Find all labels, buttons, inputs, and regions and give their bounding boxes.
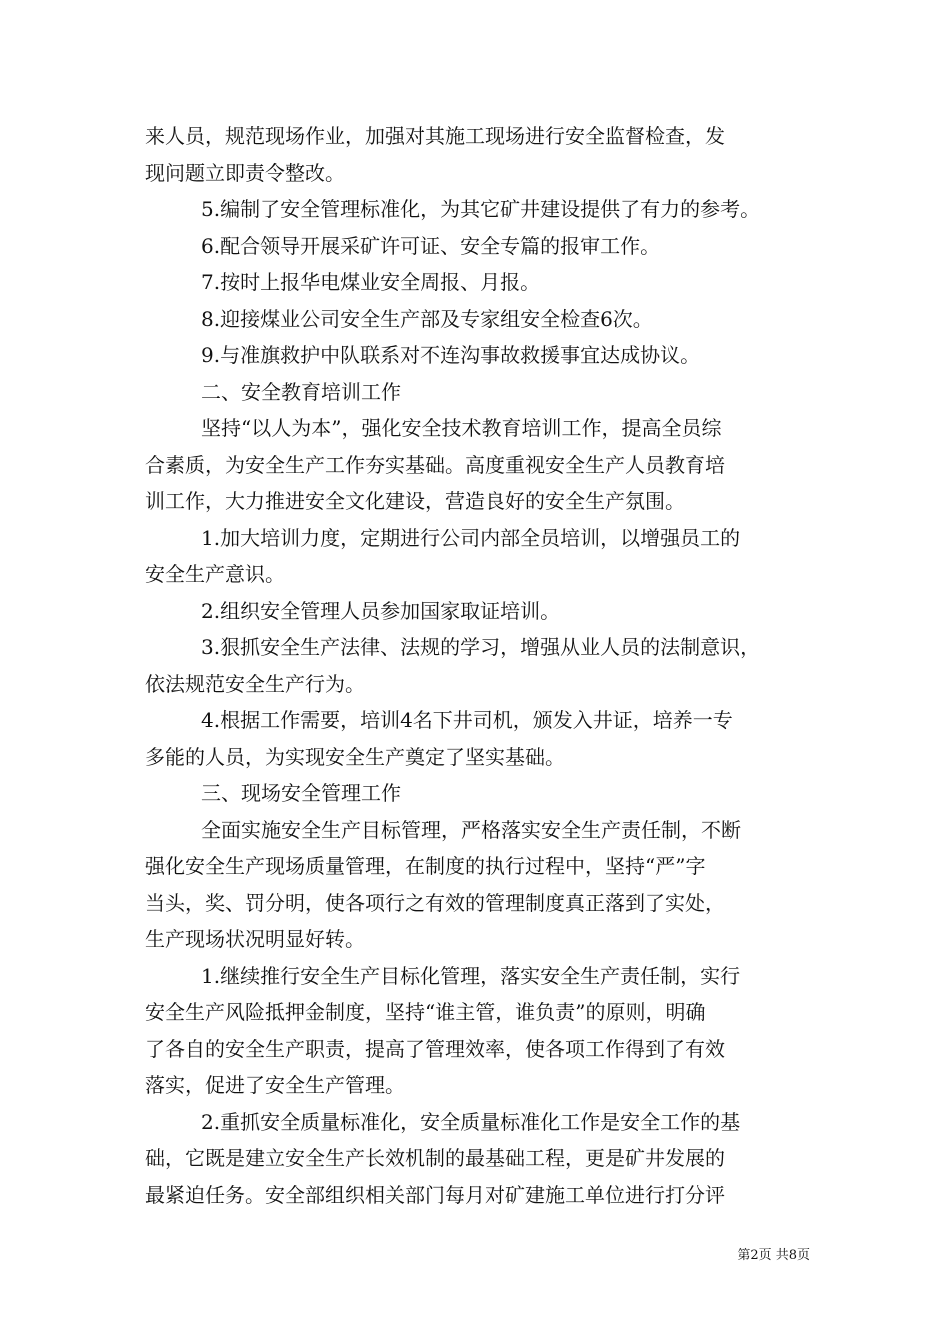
text-line: 9.与准旗救护中队联系对不连沟事故救援事宜达成协议。 xyxy=(201,343,701,367)
text-line: 强化安全生产现场质量管理，在制度的执行过程中，坚持“严”字 xyxy=(145,854,706,878)
text-line: 4.根据工作需要，培训4名下井司机，颁发入井证，培养一专 xyxy=(201,708,733,732)
text-line: 5.编制了安全管理标准化，为其它矿井建设提供了有力的参考。 xyxy=(201,197,761,221)
text-line: 安全生产风险抵押金制度，坚持“谁主管，谁负责”的原则，明确 xyxy=(145,1000,706,1024)
text-line: 2.重抓安全质量标准化，安全质量标准化工作是安全工作的基 xyxy=(201,1109,741,1134)
text-line: 2.组织安全管理人员参加国家取证培训。 xyxy=(201,598,561,623)
text-line: 了各自的安全生产职责，提高了管理效率，使各项工作得到了有效 xyxy=(145,1036,725,1061)
text-line: 3.狠抓安全生产法律、法规的学习，增强从业人员的法制意识， xyxy=(201,635,761,659)
text-line: 生产现场状况明显好转。 xyxy=(145,927,365,951)
text-line: 础，它既是建立安全生产长效机制的最基础工程，更是矿井发展的 xyxy=(145,1146,725,1170)
text-line: 落实，促进了安全生产管理。 xyxy=(145,1073,405,1097)
text-line: 坚持“以人为本”，强化安全技术教育培训工作，提高全员综 xyxy=(201,416,722,440)
text-line: 8.迎接煤业公司安全生产部及专家组安全检查6次。 xyxy=(201,306,653,331)
text-line: 最紧迫任务。安全部组织相关部门每月对矿建施工单位进行打分评 xyxy=(145,1182,725,1207)
text-line: 安全生产意识。 xyxy=(145,562,285,586)
document-body xyxy=(145,118,810,1213)
text-line: 合素质，为安全生产工作夯实基础。高度重视安全生产人员教育培 xyxy=(145,452,725,477)
text-line: 现问题立即责令整改。 xyxy=(145,160,345,185)
text-line: 全面实施安全生产目标管理，严格落实安全生产责任制，不断 xyxy=(201,817,741,842)
text-line: 二、安全教育培训工作 xyxy=(201,379,401,404)
text-line: 多能的人员，为实现安全生产奠定了坚实基础。 xyxy=(145,744,565,769)
text-line: 1.继续推行安全生产目标化管理，落实安全生产责任制，实行 xyxy=(201,963,741,988)
page-number: 第2页 共8页 xyxy=(737,1248,810,1263)
text-line: 1.加大培训力度，定期进行公司内部全员培训，以增强员工的 xyxy=(201,525,741,550)
text-line: 7.按时上报华电煤业安全周报、月报。 xyxy=(201,270,541,294)
text-line: 6.配合领导开展采矿许可证、安全专篇的报审工作。 xyxy=(201,233,661,258)
text-line: 来人员，规范现场作业，加强对其施工现场进行安全监督检查，发 xyxy=(145,124,725,148)
text-line: 依法规范安全生产行为。 xyxy=(145,671,365,696)
text-line: 训工作，大力推进安全文化建设，营造良好的安全生产氛围。 xyxy=(145,489,685,513)
text-line: 三、现场安全管理工作 xyxy=(201,781,401,805)
text-line: 当头，奖、罚分明，使各项行之有效的管理制度真正落到了实处， xyxy=(145,890,725,915)
